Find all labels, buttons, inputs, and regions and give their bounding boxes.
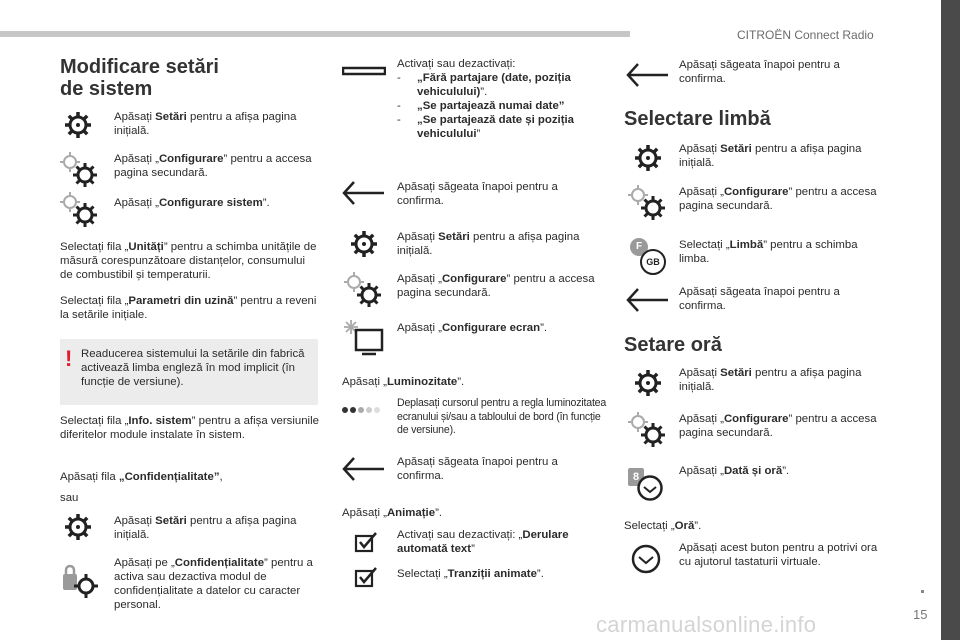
step-text: Selectați fila „Info. sistem” pentru a afișa versiunile diferitelor module instalate în sistem. xyxy=(60,415,319,441)
page-dot xyxy=(921,590,924,593)
step-text: Apăsați „Configurare” pentru a accesa pagina secundară. xyxy=(114,153,312,179)
gear-icon xyxy=(63,110,93,140)
heading-time: Setare oră xyxy=(624,334,722,356)
step-text: Apăsați săgeata înapoi pentru a confirma. xyxy=(397,181,558,207)
step-text: Apăsați pe „Confidențialitate” pentru a activa sau dezactiva modul de confidențialitate a datelor cu caracter personal. xyxy=(114,557,313,611)
step-text: Apăsați „Dată și oră”. xyxy=(679,465,790,477)
double-gear-icon xyxy=(626,410,668,450)
gear-icon xyxy=(63,512,93,542)
gear-icon xyxy=(633,143,663,173)
step-text: Selectați fila „Unități” pentru a schimba unitățile de măsură corespunzătoare distanțelor, consumului de combustibil și temperaturii. xyxy=(60,241,317,281)
step-text: Apăsați fila „Confidențialitate”, xyxy=(60,471,223,483)
step-text: Apăsați „Configurare” pentru a accesa pagina secundară. xyxy=(397,273,595,299)
step-text: Apăsați „Luminozitate”. xyxy=(342,376,465,388)
screen-settings-icon xyxy=(342,318,386,358)
heading-system-settings: Modificare setări de sistem xyxy=(60,56,219,100)
step-text: Activați sau dezactivați: xyxy=(397,58,516,70)
toggle-icon xyxy=(342,60,386,82)
double-gear-icon xyxy=(342,270,384,310)
step-text: Apăsați „Configurare ecran”. xyxy=(397,322,548,334)
double-gear-icon xyxy=(58,190,100,230)
step-text: Deplasați cursorul pentru a regla luminozitatea ecranului și/sau a tabloului de bord (în funcție de versiune). xyxy=(397,397,607,436)
gear-icon xyxy=(633,368,663,398)
step-text: Apăsați acest buton pentru a potrivi ora cu ajutorul tastaturii virtuale. xyxy=(679,542,878,568)
step-text: Apăsați „Animație”. xyxy=(342,507,443,519)
double-gear-icon xyxy=(58,150,100,190)
clock-confirm-icon xyxy=(630,543,662,575)
step-text: Apăsați săgeata înapoi pentru a confirma. xyxy=(397,456,558,482)
privacy-icon xyxy=(60,562,100,602)
step-text: Selectați „Limbă” pentru a schimba limba. xyxy=(679,239,858,265)
back-arrow-icon xyxy=(340,180,386,206)
clock-icon: 8 xyxy=(626,466,666,504)
side-tab xyxy=(941,0,960,640)
step-text: Apăsați săgeata înapoi pentru a confirma. xyxy=(679,59,840,85)
step-text: Apăsați Setări pentru a afișa pagina inițială. xyxy=(397,231,580,257)
language-icon: F GB xyxy=(630,238,666,272)
step-text: Apăsați „Configurare” pentru a accesa pagina secundară. xyxy=(679,186,877,212)
double-gear-icon xyxy=(626,183,668,223)
gear-icon xyxy=(349,229,379,259)
step-text: Apăsați Setări pentru a afișa pagina inițială. xyxy=(114,515,297,541)
heading-language: Selectare limbă xyxy=(624,108,771,130)
step-text: Apăsați „Configurare” pentru a accesa pagina secundară. xyxy=(679,413,877,439)
checkbox-icon xyxy=(354,531,378,553)
header-title: CITROËN Connect Radio xyxy=(737,28,874,42)
checkbox-icon xyxy=(354,566,378,588)
step-text: Apăsați Setări pentru a afișa pagina inițială. xyxy=(679,367,862,393)
watermark: carmanualsonline.info xyxy=(596,612,817,637)
back-arrow-icon xyxy=(624,287,670,313)
warning-icon: ! xyxy=(65,346,73,371)
step-text: Apăsați Setări pentru a afișa pagina inițială. xyxy=(114,111,297,137)
back-arrow-icon xyxy=(624,62,670,88)
brightness-slider-icon xyxy=(340,405,380,415)
step-text: Selectați fila „Parametri din uzină” pentru a reveni la setările inițiale. xyxy=(60,295,317,321)
step-text: Selectați „Tranziții animate”. xyxy=(397,568,544,580)
page-number: 15 xyxy=(913,607,928,622)
back-arrow-icon xyxy=(340,456,386,482)
header-rule xyxy=(0,31,630,37)
step-text: Selectați „Oră”. xyxy=(624,520,702,532)
step-text: Activați sau dezactivați: „Derulare automată text” xyxy=(397,529,569,555)
step-text: Apăsați Setări pentru a afișa pagina inițială. xyxy=(679,143,862,169)
warning-text: Readucerea sistemului la setările din fabrică activează limba engleză în mod implicit (în funcție de versiune). xyxy=(81,348,305,388)
step-text: Apăsați săgeata înapoi pentru a confirma. xyxy=(679,286,840,312)
option-list: - „Fără partajare (date, poziția vehiculului)”. - „Se partajează numai date” - „Se partajează date și poziția vehiculului” xyxy=(397,72,574,140)
step-text: sau xyxy=(60,492,79,504)
step-text: Apăsați „Configurare sistem”. xyxy=(114,197,270,209)
